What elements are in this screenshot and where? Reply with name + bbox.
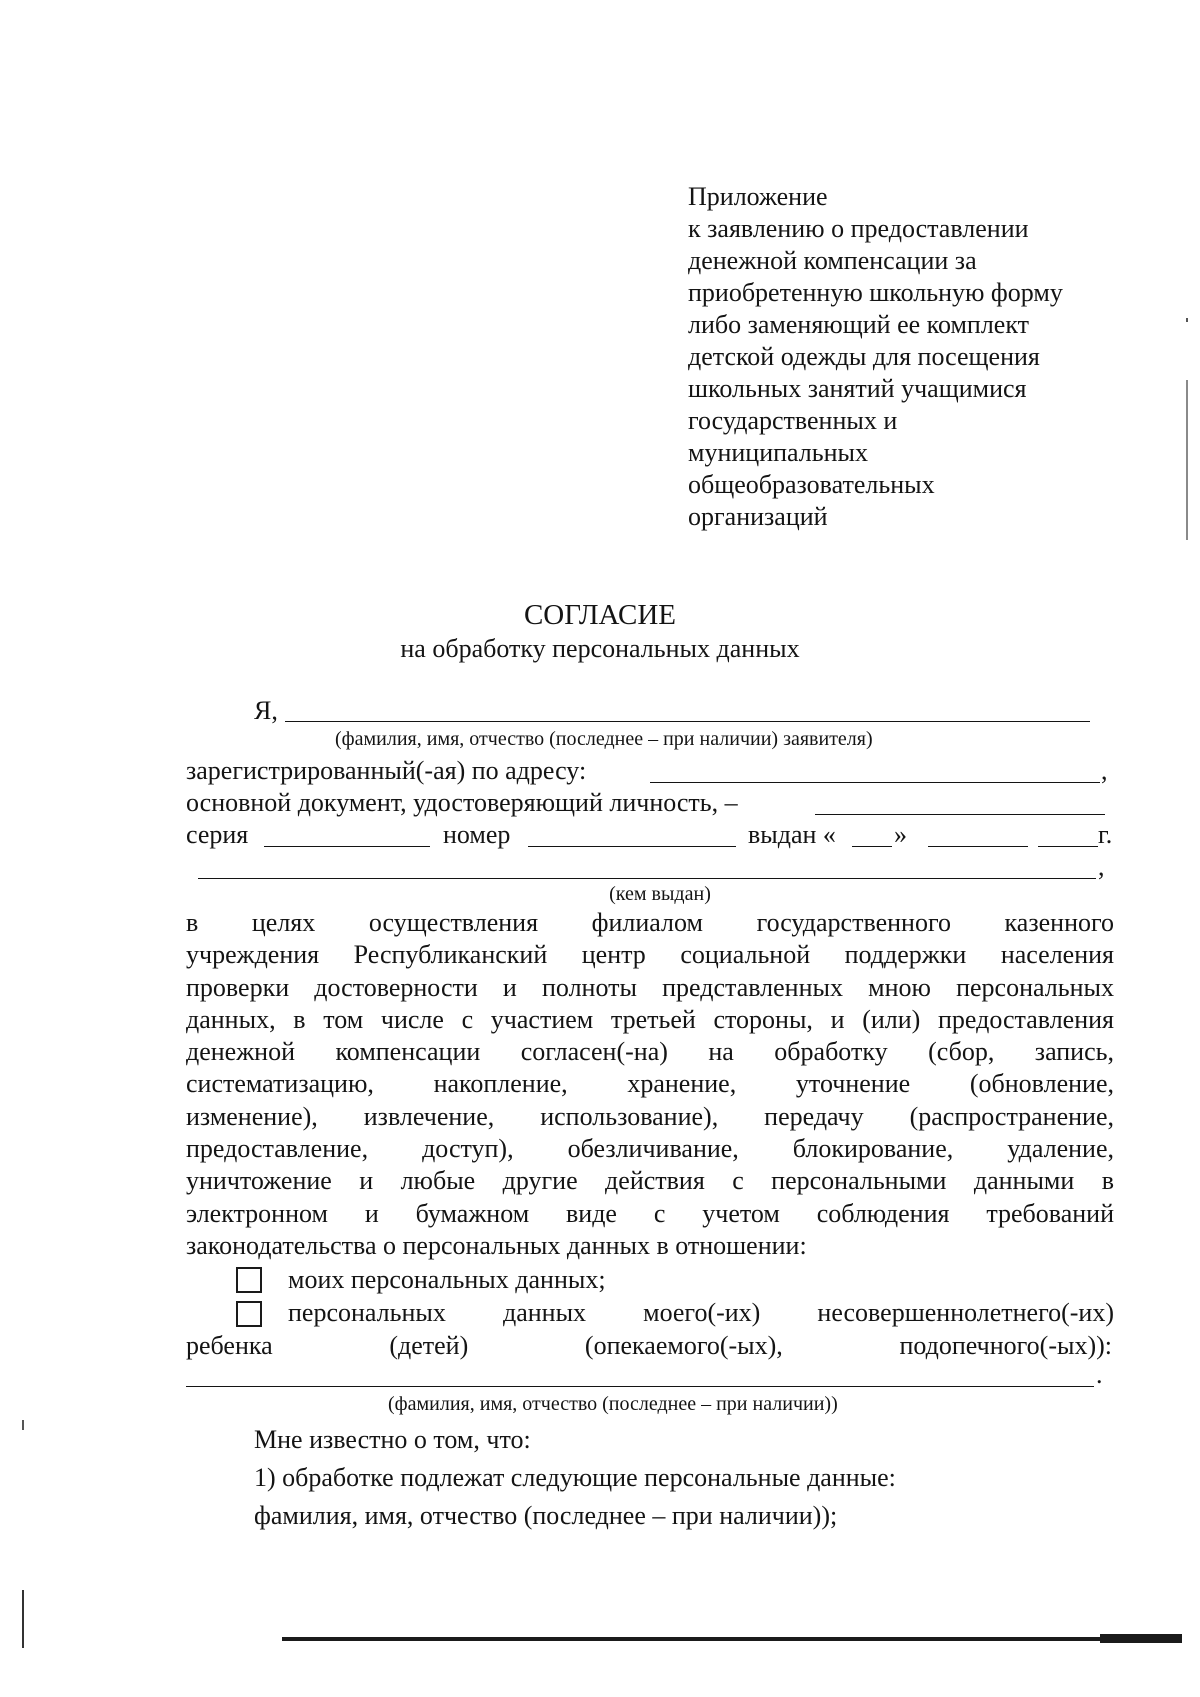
child-data-label-cont: ребенка (детей) (опекаемого(-ых), подопечного(-ых)): — [186, 1331, 1112, 1360]
paragraph-line: электронном и бумажном виде с учетом соблюдения требований — [186, 1198, 1114, 1228]
year-suffix: г. — [1098, 820, 1113, 849]
appendix-heading: Приложение — [688, 182, 828, 211]
number-field[interactable] — [528, 846, 736, 847]
appendix-line: муниципальных — [688, 438, 869, 467]
child-data-label: персональных данных моего(-их) несовершеннолетнего(-их) — [288, 1298, 1114, 1327]
paragraph-line: изменение), извлечение, использование), передачу (распространение, — [186, 1101, 1114, 1131]
appendix-line: к заявлению о предоставлении — [688, 214, 1029, 243]
issued-by-caption: (кем выдан) — [609, 883, 711, 905]
known-item-1: 1) обработке подлежат следующие персональные данные: — [254, 1463, 896, 1492]
series-field[interactable] — [264, 846, 430, 847]
scan-edge-mark — [22, 1590, 24, 1648]
number-label: номер — [443, 820, 511, 849]
i-label: Я, — [254, 696, 278, 725]
series-label: серия — [186, 820, 249, 849]
issued-by-field[interactable] — [198, 878, 1096, 879]
appendix-block — [688, 181, 1148, 533]
document-label: основной документ, удостоверяющий личность, – — [186, 788, 738, 817]
paragraph-line: предоставление, доступ), обезличивание, блокирование, удаление, — [186, 1134, 1114, 1164]
known-intro: Мне известно о том, что: — [254, 1425, 531, 1454]
own-data-label: моих персональных данных; — [288, 1265, 606, 1294]
child-data-checkbox[interactable] — [236, 1301, 262, 1327]
document-field[interactable] — [815, 814, 1105, 815]
scan-bottom-rule-thick — [1100, 1634, 1182, 1643]
paragraph-line: систематизацию, накопление, хранение, уточнение (обновление, — [186, 1069, 1114, 1099]
scan-edge-mark — [1186, 380, 1188, 540]
paragraph-line: проверки достоверности и полноты представленных мною персональных — [186, 972, 1114, 1002]
paragraph-line: учреждения Республиканский центр социальной поддержки населения — [186, 940, 1114, 970]
address-label: зарегистрированный(-ая) по адресу: — [186, 756, 587, 785]
issued-quote-close: » — [894, 820, 907, 849]
appendix-line: общеобразовательных — [688, 470, 935, 499]
fio-caption: (фамилия, имя, отчество (последнее – при наличии) заявителя) — [335, 728, 873, 750]
paragraph-line: уничтожение и любые другие действия с персональными данными в — [186, 1166, 1114, 1196]
issued-month-field[interactable] — [928, 846, 1028, 847]
issued-label: выдан « — [748, 820, 836, 849]
scan-edge-dot — [22, 1420, 24, 1430]
address-field[interactable] — [650, 782, 1100, 783]
issued-day-field[interactable] — [852, 846, 892, 847]
scan-edge-dot — [1186, 318, 1188, 322]
appendix-line: государственных и — [688, 406, 898, 435]
issued-year-field[interactable] — [1038, 846, 1098, 847]
fio-field[interactable] — [285, 721, 1090, 722]
child-fio-caption: (фамилия, имя, отчество (последнее – при наличии)) — [388, 1393, 838, 1415]
appendix-line: либо заменяющий ее комплект — [688, 310, 1029, 339]
paragraph-line: в целях осуществления филиалом государственного казенного — [186, 908, 1114, 937]
scan-bottom-rule — [282, 1637, 1182, 1641]
issued-by-comma: , — [1098, 852, 1105, 881]
child-fio-field[interactable] — [186, 1386, 1094, 1387]
own-data-checkbox[interactable] — [236, 1267, 262, 1293]
address-comma: , — [1101, 756, 1108, 785]
document-subtitle: на обработку персональных данных — [400, 634, 800, 663]
paragraph-line: данных, в том числе с участием третьей стороны, и (или) предоставления — [186, 1004, 1114, 1034]
paragraph-line: денежной компенсации согласен(-на) на обработку (сбор, запись, — [186, 1037, 1114, 1067]
appendix-line: денежной компенсации за — [688, 246, 977, 275]
known-item-1-detail: фамилия, имя, отчество (последнее – при наличии)); — [254, 1501, 838, 1530]
document-title: СОГЛАСИЕ — [523, 599, 677, 631]
appendix-line: детской одежды для посещения — [688, 342, 1040, 371]
appendix-line: школьных занятий учащимися — [688, 374, 1027, 403]
paragraph-line: законодательства о персональных данных в отношении: — [186, 1230, 807, 1260]
appendix-line: организаций — [688, 502, 828, 531]
consent-paragraph — [186, 907, 1114, 1262]
child-fio-period: . — [1096, 1360, 1103, 1389]
appendix-line: приобретенную школьную форму — [688, 278, 1063, 307]
